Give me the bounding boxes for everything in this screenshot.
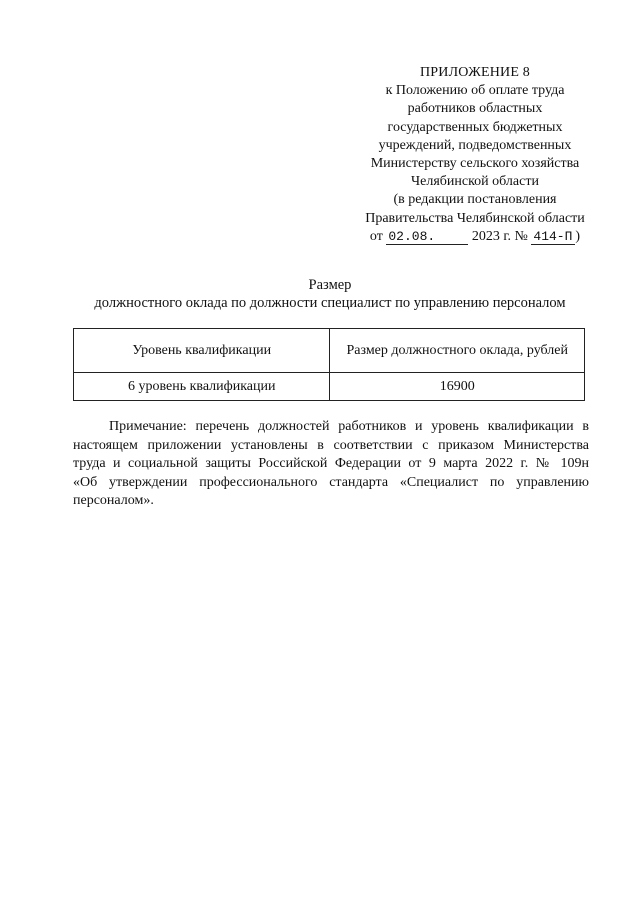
cell-salary-amount: 16900 xyxy=(330,373,585,401)
date-prefix: от xyxy=(369,228,383,244)
header-salary-amount: Размер должностного оклада, рублей xyxy=(330,329,585,373)
table-header-row xyxy=(74,329,585,373)
appendix-line: Правительства Челябинской области xyxy=(365,210,585,226)
appendix-line: учреждений, подведомственных xyxy=(378,137,572,153)
table-row xyxy=(74,373,585,401)
appendix-line: Челябинской области xyxy=(411,174,539,190)
resolution-date: 02.08. xyxy=(386,229,468,245)
document-heading: Размер xyxy=(308,277,352,293)
close-paren: ) xyxy=(575,228,581,244)
appendix-title: ПРИЛОЖЕНИЕ 8 xyxy=(419,65,531,80)
note-line: труда и социальной защиты Российской Федерации от 9 марта 2022 г. № 109н xyxy=(73,456,589,472)
resolution-number: 414-П xyxy=(531,229,575,245)
header-qualification-level: Уровень квалификации xyxy=(74,329,330,373)
year-text: 2023 г. № xyxy=(471,228,528,244)
appendix-line: государственных бюджетных xyxy=(387,119,563,135)
salary-table xyxy=(73,328,585,401)
resolution-date-line xyxy=(340,228,610,246)
appendix-line: Министерству сельского хозяйства xyxy=(370,156,580,172)
note-paragraph xyxy=(73,418,589,511)
note-line: персоналом». xyxy=(73,493,154,509)
appendix-line: (в редакции постановления xyxy=(393,192,557,208)
appendix-block xyxy=(340,64,610,246)
cell-qualification-level: 6 уровень квалификации xyxy=(74,373,330,401)
note-line: Примечание: перечень должностей работников и уровень квалификации в xyxy=(109,419,589,434)
note-line: настоящем приложении установлены в соответствии с приказом Министерства xyxy=(73,437,589,453)
appendix-line: работников областных xyxy=(407,101,543,117)
appendix-line: к Положению об оплате труда xyxy=(385,83,565,99)
note-line: «Об утверждении профессионального стандарта «Специалист по управлению xyxy=(73,474,589,490)
document-subheading: должностного оклада по должности специалист по управлению персоналом xyxy=(94,295,566,311)
